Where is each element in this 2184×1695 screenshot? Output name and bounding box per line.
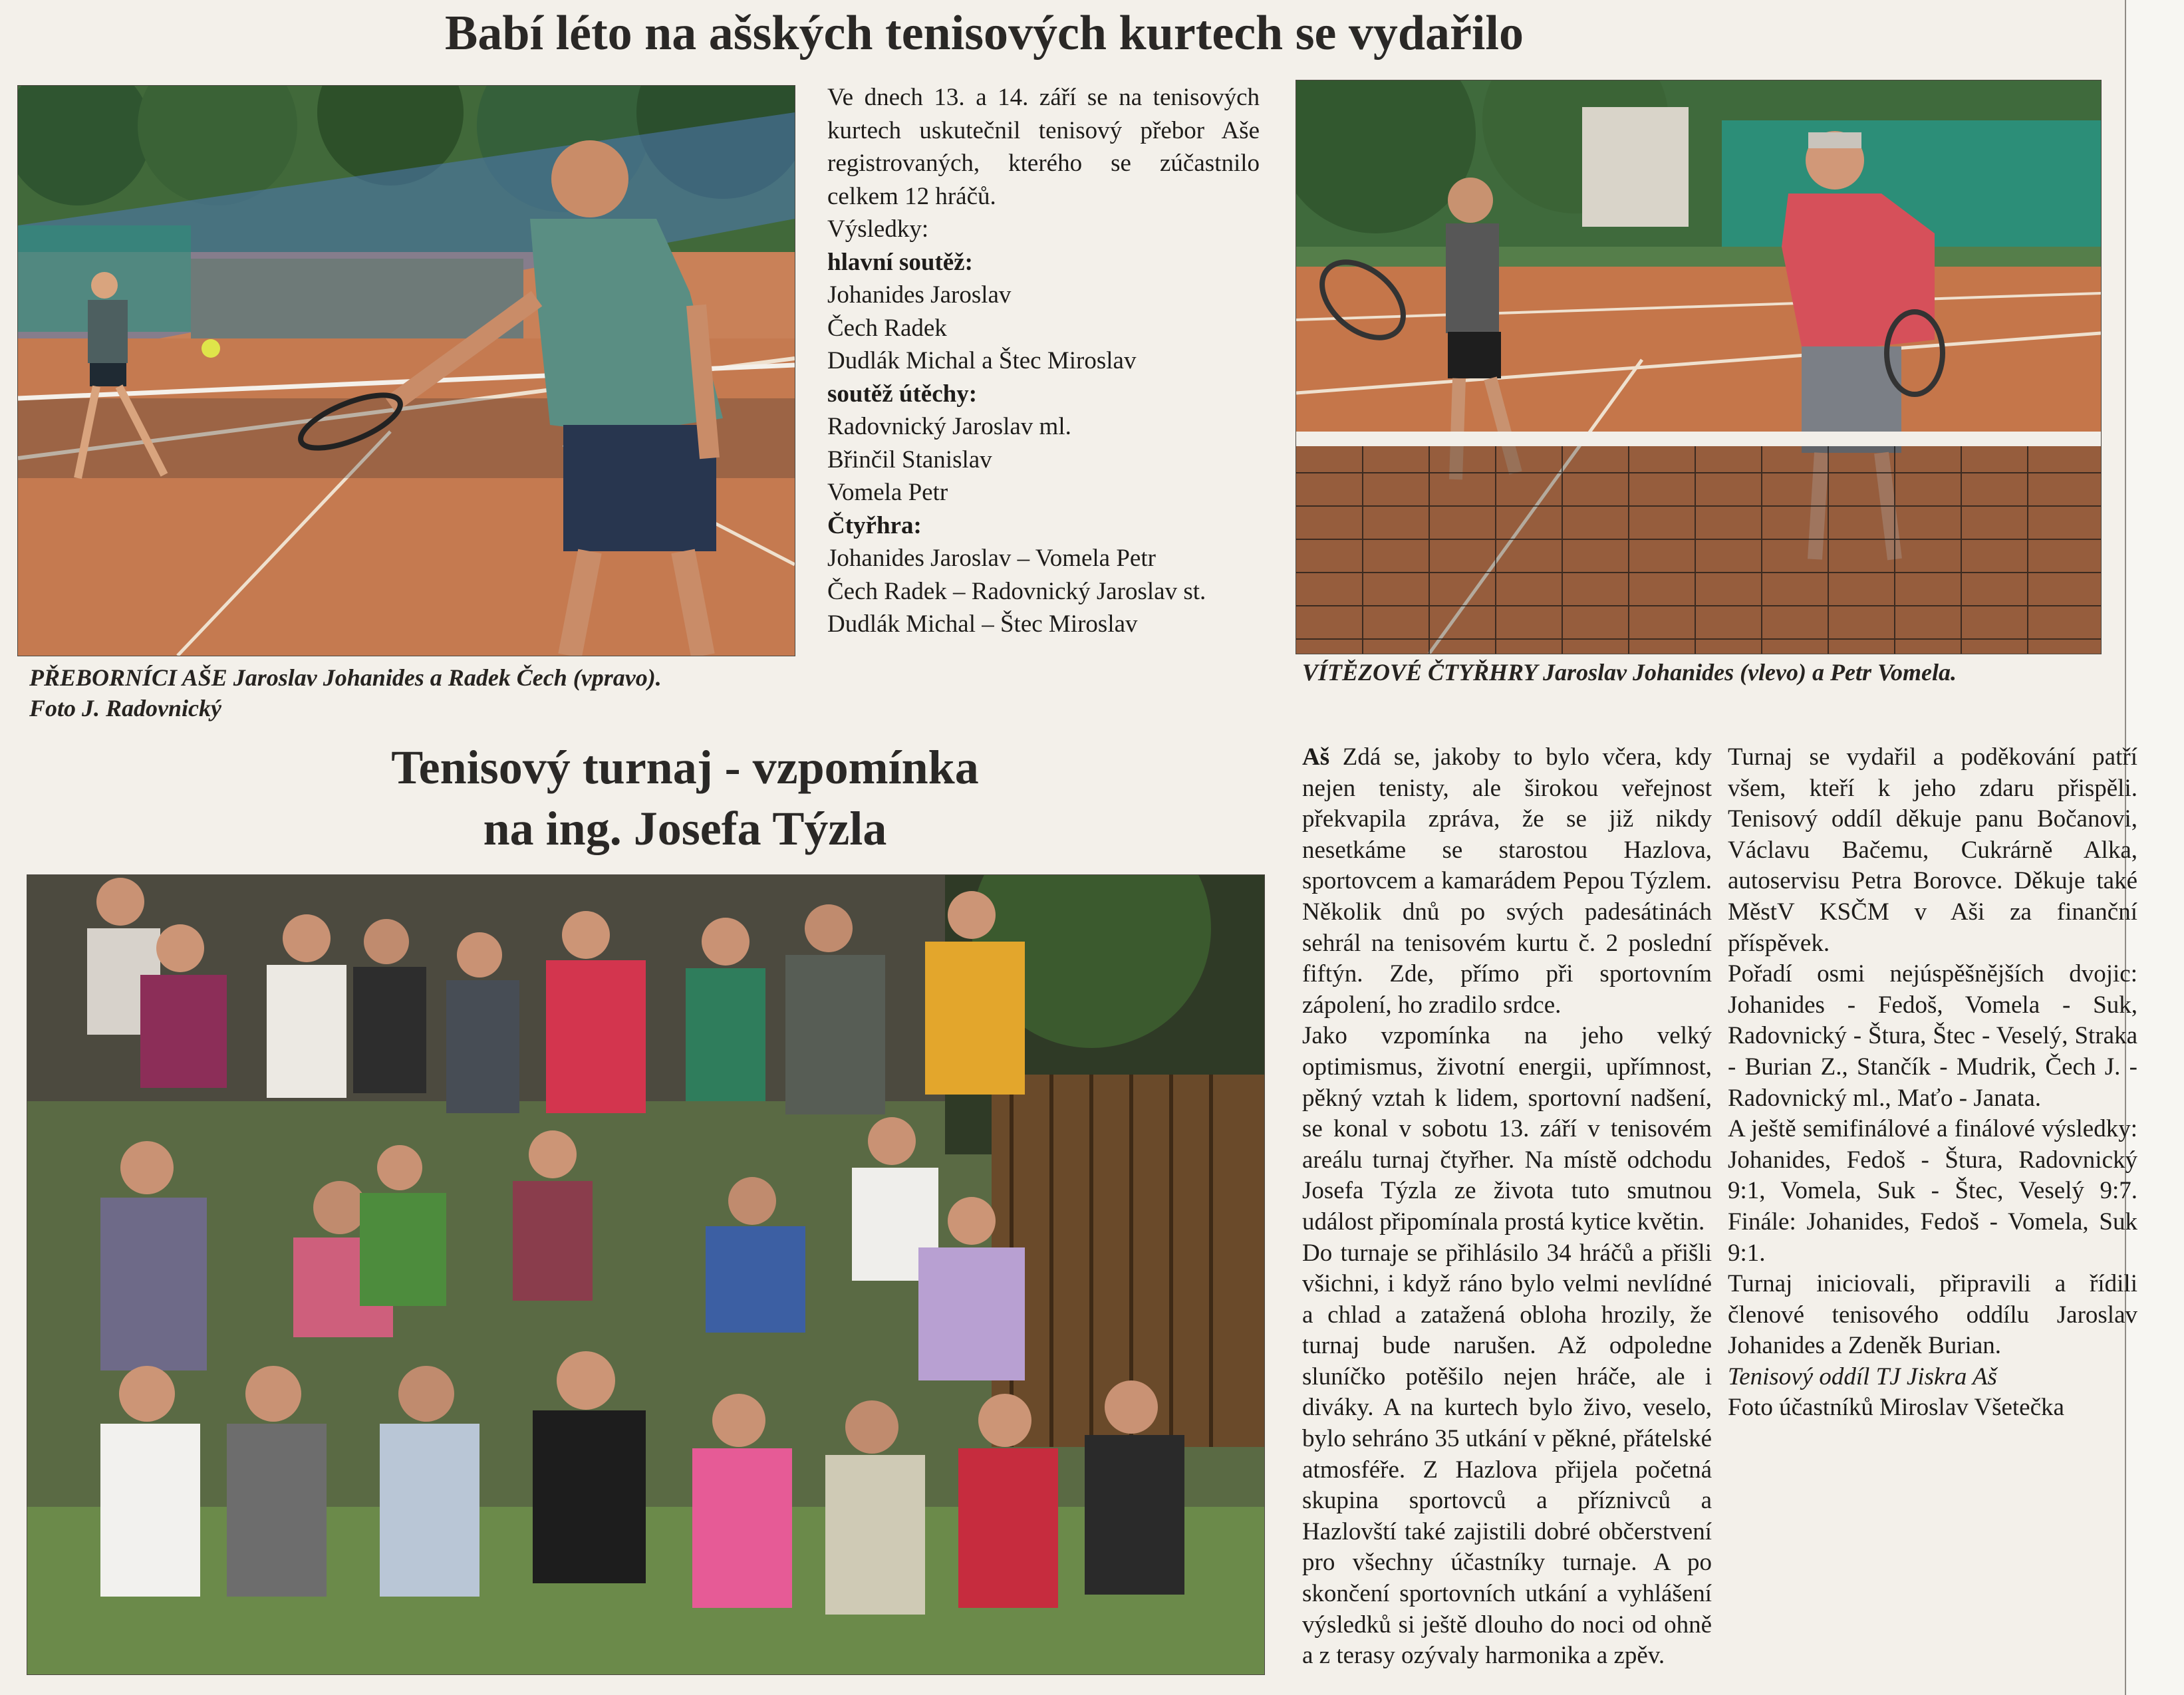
- doubles-result-3: Dudlák Michal – Štec Miroslav: [827, 610, 1138, 638]
- consolation-result-3: Vomela Petr: [827, 479, 948, 506]
- results-label: Výsledky:: [827, 215, 929, 243]
- article-column-1: [1302, 742, 1712, 1672]
- photo-champions: [17, 85, 795, 656]
- article-signature: Tenisový oddíl TJ Jiskra Aš: [1728, 1363, 1997, 1390]
- main-result-3: Dudlák Michal a Štec Miroslav: [827, 347, 1137, 374]
- article-photo-credit: Foto účastníků Miroslav Všetečka: [1728, 1394, 2064, 1422]
- doubles-result-1: Johanides Jaroslav – Vomela Petr: [827, 545, 1156, 572]
- article-paragraph-6: A ještě semifinálové a finálové výsledky: Johanides, Fedoš - Štura, Radovnický 9:1, Vomela, Suk - Štec, Veselý 9:7. Finále: Johanides, Fedoš - Vomela, Suk 9:1.: [1728, 1115, 2137, 1267]
- article-paragraph-7: Turnaj iniciovali, připravili a řídili členové tenisového oddílu Jaroslav Johanides a Zdeněk Burian.: [1728, 1270, 2137, 1360]
- consolation-result-2: Břinčil Stanislav: [827, 446, 992, 473]
- article-paragraph-5: Pořadí osmi nejúspěšnějších dvojic: Johanides - Fedoš, Vomela - Suk, Radovnický - Štura, Štec - Veselý, Straka - Burian Z., Stančík - Mudrik, Čech J. - Radovnický ml., Maťo - Janata.: [1728, 960, 2137, 1112]
- doubles-result-2: Čech Radek – Radovnický Jaroslav st.: [827, 577, 1206, 605]
- photo-caption-doubles: VÍTĚZOVÉ ČTYŘHRY Jaroslav Johanides (vlevo) a Petr Vomela.: [1302, 659, 1957, 686]
- article-paragraph-1: [1302, 742, 1712, 1021]
- article-paragraph-4: Turnaj se vydařil a poděkování patří všem, kteří k jeho zdaru přispěli. Tenisový oddíl děkuje panu Bočanovi, Václavu Bačemu, Cukrárně Alka, autoservisu Petra Borovce. Děkuje také MěstV KSČM v Aši za finanční příspěvek.: [1728, 743, 2137, 957]
- photo-group-participants: [27, 874, 1265, 1675]
- photo-caption-champions: [29, 662, 827, 723]
- results-intro: Ve dnech 13. a 14. září se na tenisových kurtech uskutečnil tenisový přebor Aše registrovaných, kterého se zúčastnilo celkem 12 hráčů.: [827, 84, 1260, 210]
- headline-memorial-line2: na ing. Josefa Týzla: [483, 802, 887, 855]
- caption-champions-credit: Foto J. Radovnický: [29, 695, 221, 721]
- consolation-result-1: Radovnický Jaroslav ml.: [827, 413, 1071, 440]
- headline-memorial: [219, 737, 1151, 859]
- main-heading: hlavní soutěž:: [827, 248, 973, 276]
- caption-champions-text: PŘEBORNÍCI AŠE Jaroslav Johanides a Radek Čech (vpravo).: [29, 664, 662, 691]
- main-result-1: Johanides Jaroslav: [827, 281, 1012, 309]
- photo-doubles-winners: [1296, 80, 2102, 654]
- doubles-heading: Čtyřhra:: [827, 511, 922, 539]
- article-paragraph-3: Do turnaje se přihlásilo 34 hráčů a přišli všichni, i když ráno bylo velmi nevlídné a chlad a zatažená obloha hrozily, že turnaj bude narušen. Až odpoledne sluníčko potěšilo nejen hráče, ale i diváky. A na kurtech bylo živo, veselo, bylo sehráno 35 utkání v pěkné, přátelské atmosféře. Z Hazlova přijela početná skupina sportovců a příznivců a Hazlovští také zajistili dobré občerstvení pro všechny účastníky turnaje. A po skončení sportovních utkání a vyhlášení výsledků si ještě dlouho do noci od ohně a z terasy ozývaly harmonika a zpěv.: [1302, 1239, 1712, 1670]
- main-result-2: Čech Radek: [827, 314, 947, 342]
- article-dateline: Aš: [1302, 743, 1330, 771]
- headline-top: Babí léto na ašských tenisových kurtech se vydařilo: [445, 6, 1524, 61]
- article-paragraph-1-text: Zdá se, jakoby to bylo včera, kdy nejen tenisty, ale širokou veřejnost překvapila zpráva, že se již nikdy nesetkáme se starostou Hazlova, sportovcem a kamarádem Pepou Týzlem. Několik dnů po svých padesátinách sehrál na tenisovém kurtu č. 2 poslední fiftýn. Zde, přímo při sportovním zápolení, ho zradilo srdce.: [1302, 743, 1712, 1019]
- article-column-2: [1728, 742, 2137, 1424]
- consolation-heading: soutěž útěchy:: [827, 380, 978, 408]
- results-box: [827, 81, 1260, 641]
- headline-memorial-line1: Tenisový turnaj - vzpomínka: [391, 741, 979, 794]
- article-paragraph-2: Jako vzpomínka na jeho velký optimismus, životní energii, upřímnost, pěkný vztah k lidem, sportovní nadšení, se konal v sobotu 13. září v tenisovém areálu turnaj čtyřher. Na místě odchodu Josefa Týzla ze života tuto smutnou událost připomínala prostá kytice květin.: [1302, 1022, 1712, 1236]
